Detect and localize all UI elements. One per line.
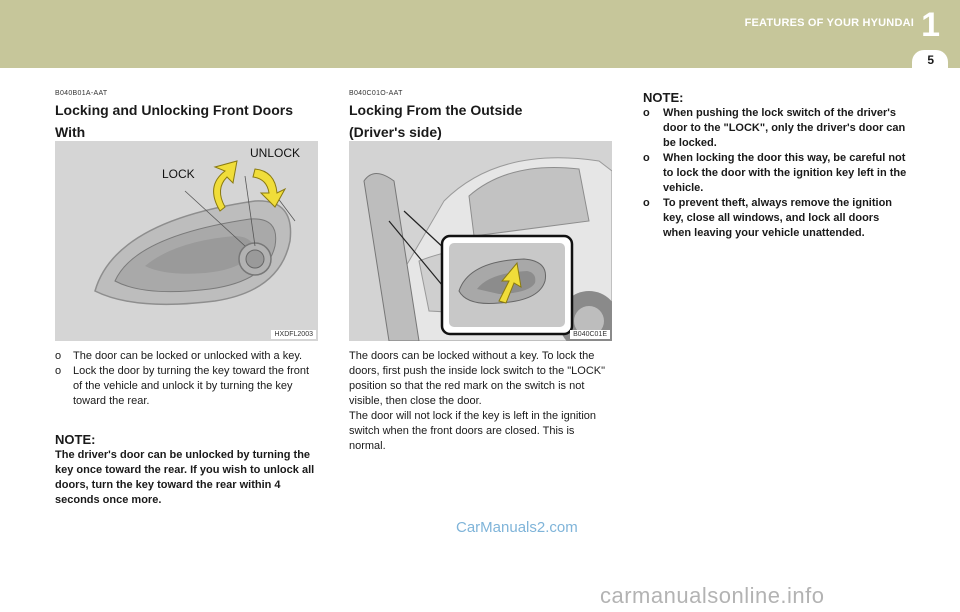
note-heading: NOTE:: [643, 90, 684, 105]
section-heading: [349, 99, 611, 143]
body-paragraph-2: The door will not lock if the key is left in the ignition switch when the front doors are closed. This is normal.: [349, 410, 597, 452]
watermark-carmanuals[interactable]: CarManuals2.com: [456, 519, 578, 536]
chapter-title: FEATURES OF YOUR HYUNDAI: [744, 17, 914, 29]
unlock-label: UNLOCK: [250, 146, 301, 160]
list-item: o To prevent theft, always remove the ignition key, close all windows, and lock all doors when leaving your vehicle unattended.: [643, 197, 893, 239]
figure-code: HXDFL2003: [271, 330, 316, 339]
page-number: 5: [927, 53, 934, 67]
section-heading-line1: Locking and Unlocking Front Doors With: [55, 102, 293, 140]
list-item: o When pushing the lock switch of the driver's door to the "LOCK", only the driver's door can be locked.: [643, 107, 906, 149]
car-door-illustration: [349, 141, 612, 341]
key-instructions-list: [55, 349, 319, 409]
note-text: The driver's door can be unlocked by turning the key once toward the rear. If you wish to unlock all doors, turn the key toward the rear within 4 seconds once more.: [55, 449, 315, 506]
note-heading: NOTE:: [55, 432, 96, 447]
list-item: o The door can be locked or unlocked with a key.: [55, 350, 303, 362]
door-key-figure: [55, 141, 318, 341]
list-item: o When locking the door this way, be careful not to lock the door with the ignition key left in the vehicle.: [643, 152, 907, 194]
note-list: [643, 106, 908, 241]
body-paragraph-1: The doors can be locked without a key. To lock the doors, first push the inside lock switch to the "LOCK" position so that the red mark on the switch is not visible, then close the door.: [349, 350, 606, 407]
header-band: [0, 0, 960, 68]
lock-label: LOCK: [162, 167, 195, 181]
section-code: B040C01O-AAT: [349, 90, 403, 97]
figure-code: B040C01E: [570, 330, 610, 339]
section-heading-line1: Locking From the Outside: [349, 102, 523, 118]
chapter-number: 1: [921, 6, 940, 44]
car-door-figure: [349, 141, 612, 341]
watermark-carmanualsonline: carmanualsonline.info: [600, 583, 825, 608]
list-item: o Lock the door by turning the key toward the front of the vehicle and unlock it by turning the key toward the rear.: [55, 365, 310, 407]
section-code: B040B01A-AAT: [55, 90, 108, 97]
section-heading-line2: (Driver's side): [349, 124, 442, 140]
